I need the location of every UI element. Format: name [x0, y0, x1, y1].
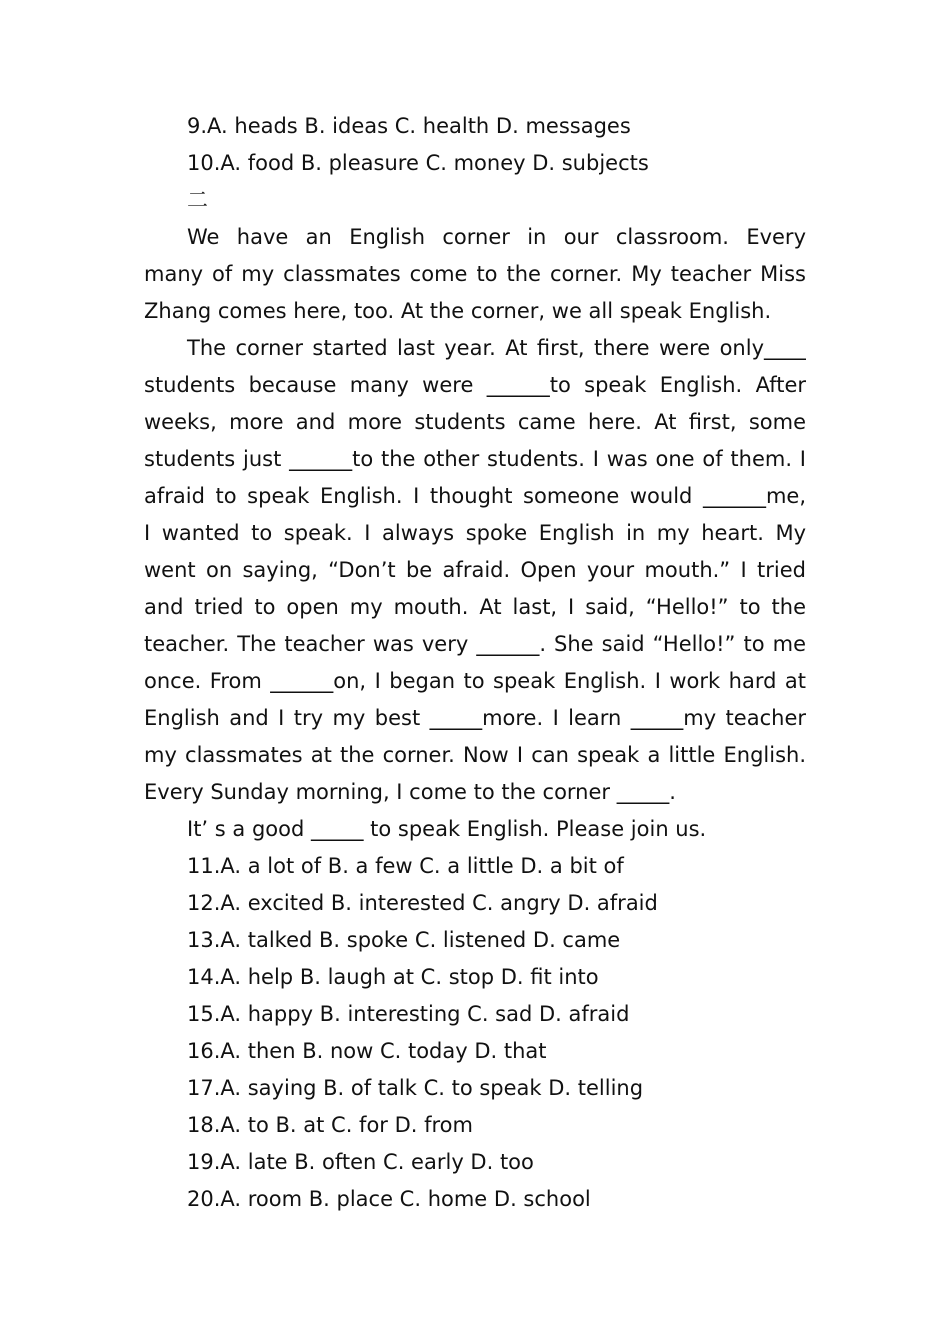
paragraph-line: many of my classmates come to the corner. My teacher Miss: [144, 262, 806, 286]
option-list: [144, 848, 806, 1218]
paragraph-line: and tried to open my mouth. At last, I said, “Hello!” to the: [144, 595, 806, 619]
paragraph-line: my classmates at the corner. Now I can speak a little English.: [144, 743, 806, 767]
option-line-15: 15.A. happy B. interesting C. sad D. afraid: [187, 1002, 630, 1026]
paragraph-line: We have an English corner in our classroom. Every: [187, 225, 806, 249]
document-page: [144, 108, 806, 1218]
option-line-13: 13.A. talked B. spoke C. listened D. came: [187, 928, 621, 952]
option-line-20: 20.A. room B. place C. home D. school: [187, 1187, 591, 1211]
paragraph-line: teacher. The teacher was very ______. She said “Hello!” to me: [144, 632, 806, 656]
paragraph-line: English and I try my best _____more. I learn _____my teacher: [144, 706, 806, 730]
paragraph-line: Every Sunday morning, I come to the corner _____.: [144, 780, 676, 804]
option-line-18: 18.A. to B. at C. for D. from: [187, 1113, 473, 1137]
section-number: 二: [187, 188, 208, 212]
paragraph-1: [144, 219, 806, 330]
paragraph-line: students because many were ______to speak English. After: [144, 373, 806, 397]
option-line-19: 19.A. late B. often C. early D. too: [187, 1150, 534, 1174]
paragraph-line: The corner started last year. At first, there were only____: [187, 336, 806, 360]
paragraph-line: once. From ______on, I began to speak English. I work hard at: [144, 669, 806, 693]
option-line-9: 9.A. heads B. ideas C. health D. messages: [187, 114, 631, 138]
paragraph-line: students just ______to the other students. I was one of them. I: [144, 447, 806, 471]
paragraph-2: [144, 330, 806, 811]
paragraph-line: afraid to speak English. I thought someone would ______me,: [144, 484, 806, 508]
option-line-17: 17.A. saying B. of talk C. to speak D. telling: [187, 1076, 644, 1100]
option-line-14: 14.A. help B. laugh at C. stop D. fit into: [187, 965, 599, 989]
paragraph-line: went on saying, “Don’t be afraid. Open your mouth.” I tried: [144, 558, 806, 582]
paragraph-3: It’ s a good _____ to speak English. Please join us.: [187, 817, 707, 841]
paragraph-line: Zhang comes here, too. At the corner, we all speak English.: [144, 299, 772, 323]
option-line-10: 10.A. food B. pleasure C. money D. subjects: [187, 151, 649, 175]
option-line-16: 16.A. then B. now C. today D. that: [187, 1039, 547, 1063]
option-line-12: 12.A. excited B. interested C. angry D. afraid: [187, 891, 658, 915]
paragraph-line: I wanted to speak. I always spoke English in my heart. My: [144, 521, 806, 545]
option-line-11: 11.A. a lot of B. a few C. a little D. a bit of: [187, 854, 624, 878]
paragraph-line: weeks, more and more students came here. At first, some: [144, 410, 806, 434]
